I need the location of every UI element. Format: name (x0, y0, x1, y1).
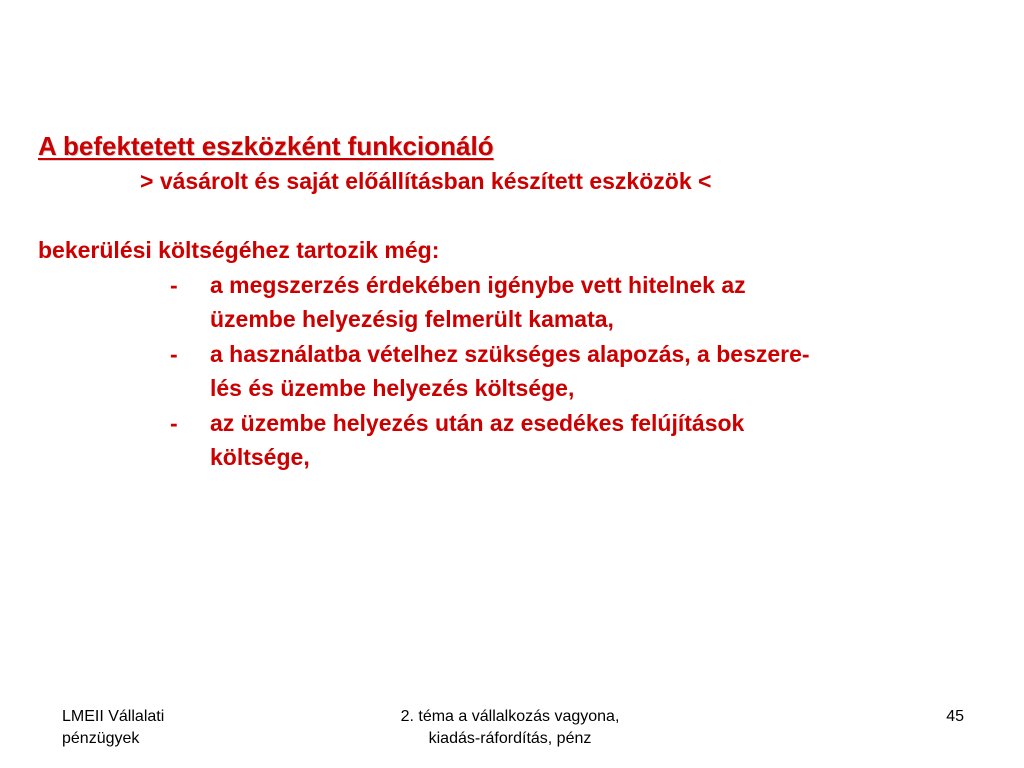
slide-subtitle: > vásárolt és saját előállításban készített eszközök < (140, 168, 712, 194)
footer-course-line-1: LMEII Vállalati (62, 708, 165, 725)
slide-title: A befektetett eszközként funkcionáló (38, 131, 494, 161)
cost-item-3-line-2: költsége, (210, 444, 310, 470)
footer-course-line-2: pénzügyek (62, 730, 140, 747)
cost-item-1-line-2: üzembe helyezésig felmerült kamata, (210, 306, 614, 332)
page-number: 45 (946, 708, 964, 725)
intro-text: bekerülési költségéhez tartozik még: (38, 237, 440, 263)
cost-item-3-line-1: az üzembe helyezés után az esedékes felújítások (210, 410, 745, 436)
footer-topic (345, 706, 675, 750)
footer-topic-line-2: kiadás-ráfordítás, pénz (428, 730, 592, 747)
bullet-dash: - (170, 272, 178, 298)
bullet-dash: - (170, 410, 178, 436)
cost-item-1-line-1: a megszerzés érdekében igénybe vett hitelnek az (210, 272, 746, 298)
cost-item-2-line-1: a használatba vételhez szükséges alapozás, a beszere- (210, 341, 810, 367)
cost-item-2-line-2: lés és üzembe helyezés költsége, (210, 375, 575, 401)
footer-topic-line-1: 2. téma a vállalkozás vagyona, (400, 708, 620, 725)
footer-course-name (62, 706, 164, 750)
bullet-dash: - (170, 341, 178, 367)
